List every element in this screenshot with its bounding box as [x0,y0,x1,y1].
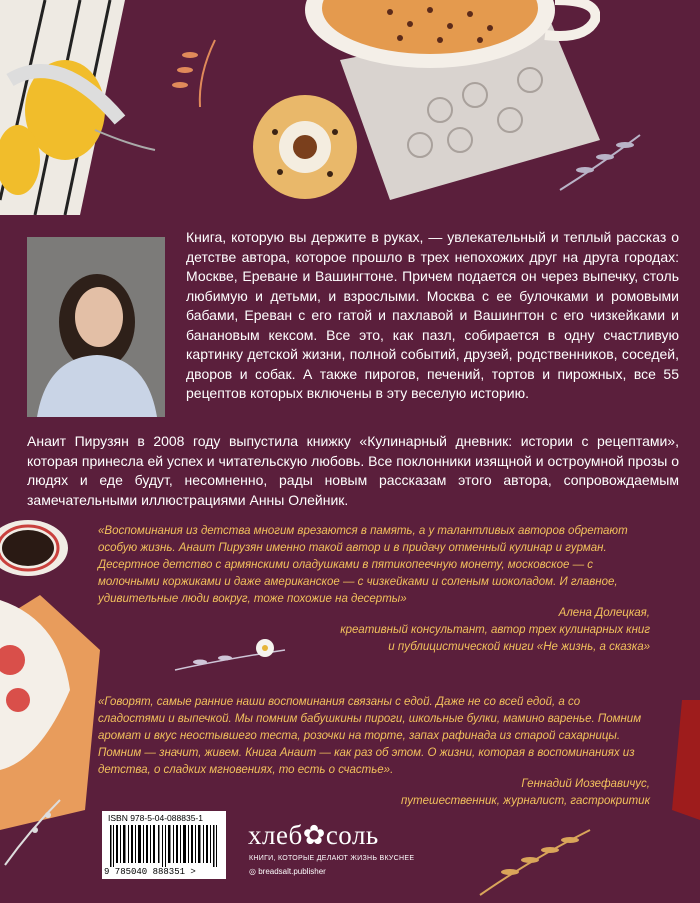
review-quote-1: «Воспоминания из детства многим врезаются в память, а у талантливых авторов обретают особую жизнь. Анаит Пирузян именно такой автор и в придачу отменный кулинар и гурман. Десертное детство с армянскими оладушками в пятикопеечную монету, московское — с молочными коржиками и даже американское — с чизкейками и соленым шоколадом. И главное, удивительные люди вокруг, тоже похожие на десерты» [98,525,628,605]
lemons-illustration [0,0,160,215]
barcode [102,811,226,879]
barcode-number: 9 785040 888351 > [104,867,196,877]
cookie-illustration [250,92,360,202]
flowers-illustration [170,630,290,680]
isbn-label: ISBN 978-5-04-088835-1 [108,813,203,823]
review-author-2: Геннадий Иозефавичус, [521,778,650,790]
wheat-illustration [470,810,600,900]
publisher-logo: хлеб✿соль [248,820,379,850]
review-attribution-2 [401,776,650,810]
review-role-1a: креативный консультант, автор трех кулинарных книг [340,624,650,636]
branch-illustration [0,790,70,870]
review-author-1: Алена Долецкая, [558,607,650,619]
review-role-2: путешественник, журналист, гастрокритик [400,795,650,807]
author-bio: Анаит Пирузян в 2008 году выпустила книжку «Кулинарный дневник: истории с рецептами», которая принесла ей успех и читательскую любовь. Все поклонники изящной и остроумной прозы о людях и еде будут, несомненно, рады новым рассказам этого автора, сопровождаемым замечательными иллюстрациями Анны Олейник. [27,433,679,508]
publisher-instagram: ◎ breadsalt.publisher [249,867,326,876]
review-role-1b: и публицистической книги «Не жизнь, а сказка» [388,641,650,653]
author-photo [27,237,165,417]
publisher-tagline: КНИГИ, КОТОРЫЕ ДЕЛАЮТ ЖИЗНЬ ВКУСНЕЕ [249,855,415,862]
leaf-sprig-icon [555,125,645,195]
sprig-icon [160,35,225,110]
chocolate-illustration [672,700,700,820]
barcode-bars [110,825,218,867]
review-quote-2: «Говорят, самые ранние наши воспоминания связаны с едой. Даже не со всей едой, а со сладостями и выпечкой. Мы помним бабушкины пироги, школьные булки, мамино варенье. Помним аромат и вкус неостывшего теста, розочки на торте, запах рафинада из старой сахарницы. Помним — значит, живем. Книга Анаит — как раз об этом. О жизни, которая в воспоминаниях из детства, о сладких мгновениях, то есть о счастье». [98,696,642,776]
review-attribution-1 [340,605,650,656]
book-description: Книга, которую вы держите в руках, — увлекательный и теплый рассказ о детстве автора, которое прошло в трех непохожих друг на друга городах: Москве, Ереване и Вашингтоне. Причем подается он через выпечку, столь любимую и детьми, и взрослыми. Москва с ее булочками и ромовыми бабами, Ереван с его гатой и пахлавой и Вашингтон с его чизкейками и банановым кексом. Все это, как пазл, собирается в одну счастливую картинку детской жизни, полной событий, друзей, родственников, соседей, дворов и собак. А также пирогов, печений, тортов и пирожных, все 55 рецептов которых включены в эту веселую историю. [186,229,679,401]
